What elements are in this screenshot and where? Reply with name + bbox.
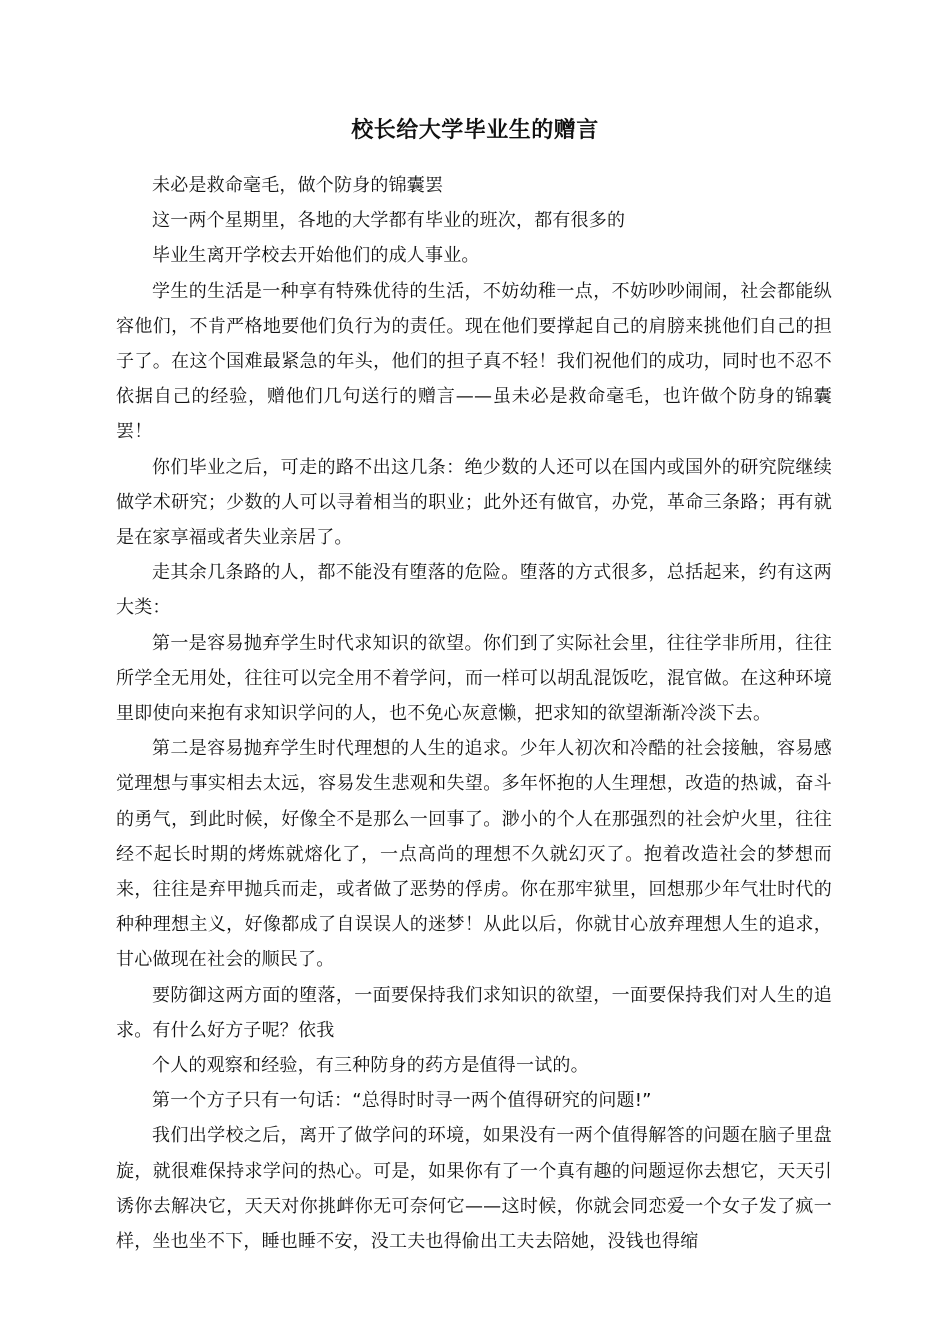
paragraph: 第二是容易抛弃学生时代理想的人生的追求。少年人初次和冷酷的社会接触，容易感觉理想与事实相去太远，容易发生悲观和失望。多年怀抱的人生理想，改造的热诚，奋斗的勇气，到此时候，好像全不是那么一回事了。渺小的个人在那强烈的社会炉火里，往往经不起长时期的烤炼就熔化了，一点高尚的理想不久就幻灭了。抱着改造社会的梦想而来，往往是弃甲抛兵而走，或者做了恶势的俘虏。你在那牢狱里，回想那少年气壮时代的种种理想主义，好像都成了自误误人的迷梦！从此以后，你就甘心放弃理想人生的追求，甘心做现在社会的顺民了。	[116, 738, 832, 971]
paragraph: 这一两个星期里，各地的大学都有毕业的班次，都有很多的	[152, 210, 626, 232]
paragraph: 要防御这两方面的堕落，一面要保持我们求知识的欲望，一面要保持我们对人生的追求。有什么好方子呢？依我	[116, 984, 832, 1041]
paragraph: 毕业生离开学校去开始他们的成人事业。	[152, 245, 480, 267]
paragraph: 未必是救命毫毛，做个防身的锦囊罢	[152, 175, 444, 196]
document-title: 校长给大学毕业生的赠言	[351, 118, 599, 143]
paragraph: 学生的生活是一种享有特殊优待的生活，不妨幼稚一点，不妨吵吵闹闹，社会都能纵容他们，不肯严格地要他们负行为的责任。现在他们要撑起自己的肩膀来挑他们自己的担子了。在这个国难最紧急的年头，他们的担子真不轻！我们祝他们的成功，同时也不忍不依据自己的经验，赠他们几句送行的赠言——虽未必是救命毫毛，也许做个防身的锦囊罢！	[116, 280, 832, 443]
document-body	[116, 168, 832, 1259]
paragraph: 个人的观察和经验，有三种防身的药方是值得一试的。	[152, 1055, 589, 1077]
paragraph: 我们出学校之后，离开了做学问的环境，如果没有一两个值得解答的问题在脑子里盘旋，就很难保持求学问的热心。可是，如果你有了一个真有趣的问题逗你去想它，天天引诱你去解决它，天天对你挑衅你无可奈何它——这时候，你就会同恋爱一个女子发了疯一样，坐也坐不下，睡也睡不安，没工夫也得偷出工夫去陪她，没钱也得缩	[116, 1125, 832, 1253]
paragraph: 你们毕业之后，可走的路不出这几条：绝少数的人还可以在国内或国外的研究院继续做学术研究；少数的人可以寻着相当的职业；此外还有做官，办党，革命三条路；再有就是在家享福或者失业亲居了。	[116, 456, 832, 549]
paragraph: 第一是容易抛弃学生时代求知识的欲望。你们到了实际社会里，往往学非所用，往往所学全无用处，往往可以完全用不着学问，而一样可以胡乱混饭吃，混官做。在这种环境里即使向来抱有求知识学问的人，也不免心灰意懒，把求知的欲望渐渐冷淡下去。	[116, 632, 832, 725]
paragraph: 走其余几条路的人，都不能没有堕落的危险。堕落的方式很多，总括起来，约有这两大类：	[116, 562, 832, 619]
paragraph: 第一个方子只有一句话：“总得时时寻一两个值得研究的问题!”	[152, 1090, 652, 1112]
